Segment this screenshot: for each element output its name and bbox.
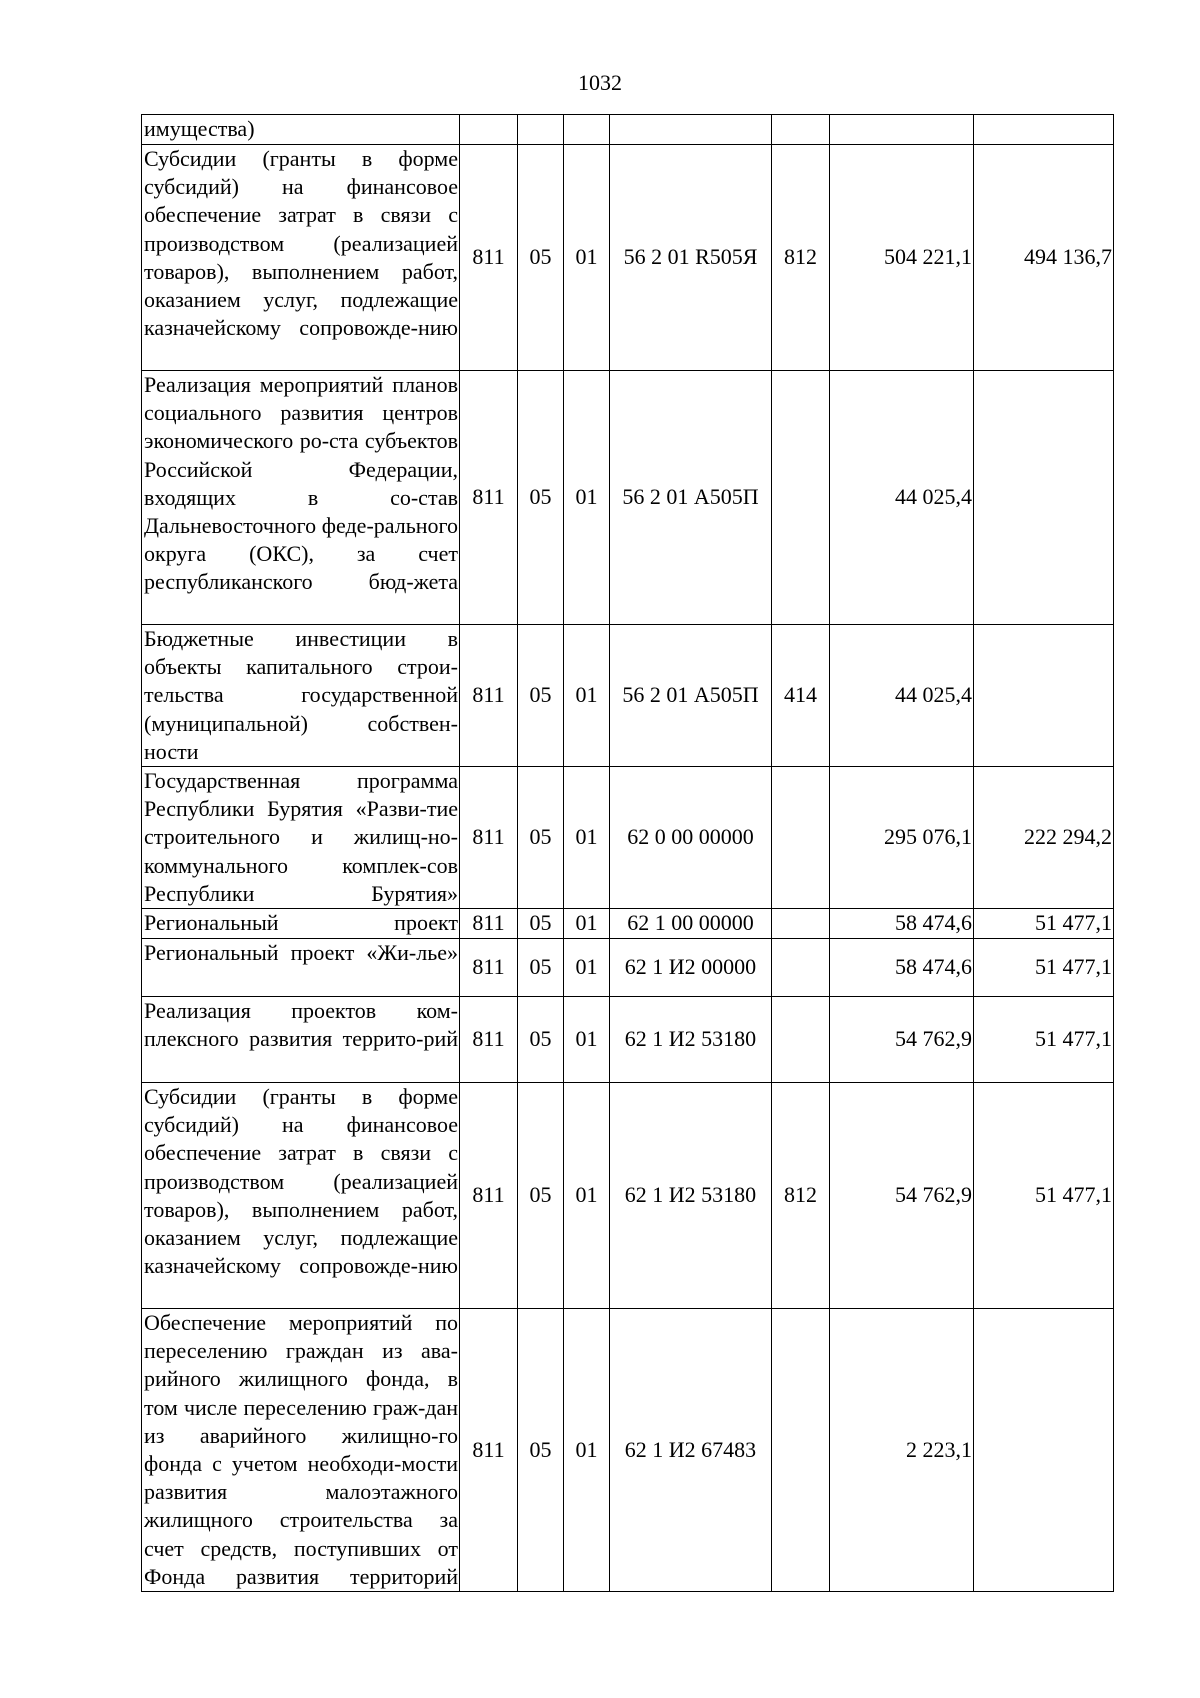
table-body	[142, 115, 1114, 1592]
cell-section-code: 05	[518, 997, 564, 1083]
cell-section-code	[518, 115, 564, 145]
cell-amount-year2: 51 477,1	[974, 1083, 1114, 1309]
cell-target-article: 62 1 И2 67483	[610, 1309, 772, 1592]
cell-description: Региональный проект	[142, 909, 460, 939]
cell-amount-year2	[974, 371, 1114, 625]
cell-amount-year1: 58 474,6	[830, 939, 974, 997]
cell-amount-year1: 2 223,1	[830, 1309, 974, 1592]
cell-subsection-code: 01	[564, 909, 610, 939]
cell-description: Реализация проектов ком-плексного развития террито-рий	[142, 997, 460, 1083]
cell-description: имущества)	[142, 115, 460, 145]
cell-ministry-code: 811	[460, 909, 518, 939]
budget-table	[141, 114, 1114, 1592]
cell-subsection-code: 01	[564, 997, 610, 1083]
cell-expense-type	[772, 909, 830, 939]
cell-subsection-code: 01	[564, 625, 610, 767]
cell-ministry-code: 811	[460, 767, 518, 909]
cell-subsection-code: 01	[564, 371, 610, 625]
table-row	[142, 767, 1114, 909]
cell-expense-type: 414	[772, 625, 830, 767]
cell-expense-type	[772, 997, 830, 1083]
cell-subsection-code: 01	[564, 1309, 610, 1592]
cell-expense-type	[772, 939, 830, 997]
cell-ministry-code: 811	[460, 145, 518, 371]
cell-expense-type	[772, 115, 830, 145]
cell-target-article: 62 1 И2 53180	[610, 997, 772, 1083]
cell-target-article: 62 1 И2 53180	[610, 1083, 772, 1309]
cell-target-article: 62 1 И2 00000	[610, 939, 772, 997]
cell-section-code: 05	[518, 145, 564, 371]
cell-description: Субсидии (гранты в форме субсидий) на финансовое обеспечение затрат в связи с производством (реализацией товаров), выполнением работ, оказанием услуг, подлежащие казначейскому сопровожде-нию	[142, 1083, 460, 1309]
cell-description: Бюджетные инвестиции в объекты капитального строи-тельства государственной (муниципальной) собствен-ности	[142, 625, 460, 767]
table-row	[142, 997, 1114, 1083]
page-number: 1032	[578, 70, 622, 95]
cell-amount-year2: 494 136,7	[974, 145, 1114, 371]
cell-amount-year1	[830, 115, 974, 145]
cell-amount-year2	[974, 625, 1114, 767]
cell-description: Региональный проект «Жи-лье»	[142, 939, 460, 997]
cell-ministry-code: 811	[460, 625, 518, 767]
cell-target-article: 56 2 01 А505П	[610, 371, 772, 625]
cell-amount-year2: 51 477,1	[974, 997, 1114, 1083]
cell-subsection-code: 01	[564, 1083, 610, 1309]
cell-subsection-code	[564, 115, 610, 145]
cell-amount-year2	[974, 115, 1114, 145]
cell-description: Обеспечение мероприятий по переселению граждан из ава-рийного жилищного фонда, в том числе переселению граж-дан из аварийного жилищно-го фонда с учетом необходи-мости развития малоэтажного жилищного строительства за счет средств, поступивших от Фонда развития территорий	[142, 1309, 460, 1592]
cell-target-article: 62 0 00 00000	[610, 767, 772, 909]
cell-ministry-code	[460, 115, 518, 145]
cell-section-code: 05	[518, 1309, 564, 1592]
table-row	[142, 371, 1114, 625]
cell-expense-type	[772, 371, 830, 625]
table-row	[142, 115, 1114, 145]
cell-amount-year1: 58 474,6	[830, 909, 974, 939]
cell-section-code: 05	[518, 625, 564, 767]
cell-section-code: 05	[518, 371, 564, 625]
cell-amount-year1: 504 221,1	[830, 145, 974, 371]
cell-amount-year1: 295 076,1	[830, 767, 974, 909]
cell-expense-type	[772, 1309, 830, 1592]
cell-section-code: 05	[518, 1083, 564, 1309]
table-row	[142, 625, 1114, 767]
cell-description: Государственная программа Республики Бурятия «Разви-тие строительного и жилищ-но-коммунального комплек-сов Республики Бурятия»	[142, 767, 460, 909]
table-row	[142, 1083, 1114, 1309]
cell-section-code: 05	[518, 939, 564, 997]
cell-section-code: 05	[518, 909, 564, 939]
cell-target-article: 56 2 01 А505П	[610, 625, 772, 767]
cell-ministry-code: 811	[460, 1083, 518, 1309]
cell-description: Субсидии (гранты в форме субсидий) на финансовое обеспечение затрат в связи с производством (реализацией товаров), выполнением работ, оказанием услуг, подлежащие казначейскому сопровожде-нию	[142, 145, 460, 371]
cell-ministry-code: 811	[460, 1309, 518, 1592]
table-row	[142, 939, 1114, 997]
cell-ministry-code: 811	[460, 371, 518, 625]
cell-target-article	[610, 115, 772, 145]
cell-amount-year2	[974, 1309, 1114, 1592]
cell-target-article: 62 1 00 00000	[610, 909, 772, 939]
cell-subsection-code: 01	[564, 145, 610, 371]
cell-expense-type: 812	[772, 1083, 830, 1309]
cell-amount-year2: 222 294,2	[974, 767, 1114, 909]
cell-amount-year1: 44 025,4	[830, 371, 974, 625]
cell-target-article: 56 2 01 R505Я	[610, 145, 772, 371]
cell-subsection-code: 01	[564, 767, 610, 909]
cell-amount-year1: 54 762,9	[830, 1083, 974, 1309]
cell-ministry-code: 811	[460, 939, 518, 997]
cell-ministry-code: 811	[460, 997, 518, 1083]
cell-expense-type: 812	[772, 145, 830, 371]
cell-expense-type	[772, 767, 830, 909]
cell-amount-year2: 51 477,1	[974, 909, 1114, 939]
cell-amount-year1: 44 025,4	[830, 625, 974, 767]
table-row	[142, 1309, 1114, 1592]
cell-amount-year2: 51 477,1	[974, 939, 1114, 997]
cell-subsection-code: 01	[564, 939, 610, 997]
table-row	[142, 909, 1114, 939]
cell-description: Реализация мероприятий планов социального развития центров экономического ро-ста субъектов Российской Федерации, входящих в со-став Дальневосточного феде-рального округа (ОКС), за счет республиканского бюд-жета	[142, 371, 460, 625]
table-row	[142, 145, 1114, 371]
cell-section-code: 05	[518, 767, 564, 909]
cell-amount-year1: 54 762,9	[830, 997, 974, 1083]
